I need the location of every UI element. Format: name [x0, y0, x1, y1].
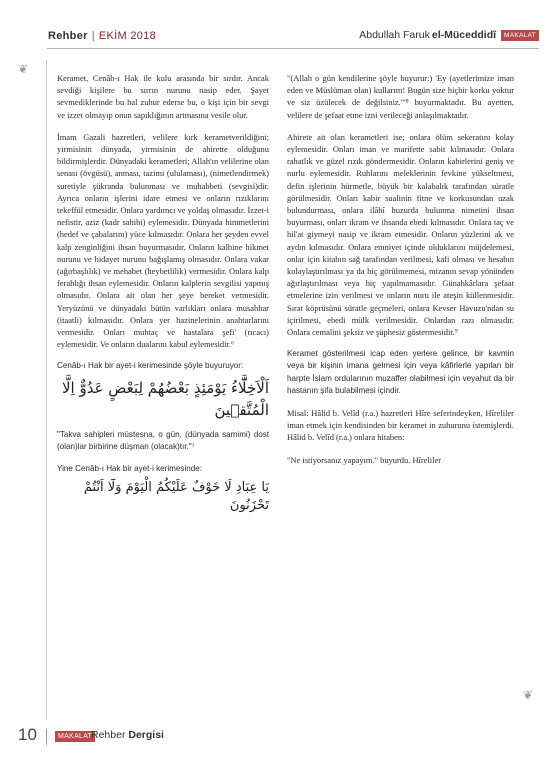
- right-column: [287, 72, 514, 476]
- paragraph: Keramet, Cenâb-ı Hak ile kulu arasında bir sırdır. Ancak sevdiği kişilere bu sırrın nurunu nasip eder. Şayet sevmediklerinde bu hal zuhur ederse bu, o kişi için bir sevgi ve izzet olmayıp onun sapıklığının artmasına vesile olur.: [57, 73, 269, 120]
- header-rule: [47, 48, 539, 49]
- paragraph: Misal: Hâlid b. Velîd (r.a.) hazretleri Hîre seferindeyken, Hîreliler iman etmek için kendisinden bir keramet in zuhurunu istemişlerdi. Hâlid b. Velîd (r.a.) onlara hitaben:: [287, 408, 514, 443]
- author-surname: el-Müceddidî: [431, 29, 497, 41]
- end-ornament-icon: ❦: [523, 688, 534, 702]
- paragraph: İmam Gazali hazretleri, velilere kırk kerametverildiğini; yirmisinin dünyada, yirmisinin de ahirette olduğunu bildirmişlerdir. Dünyadaki kerametleri; Allah'ın velilerine olan senası (övgüsü), anması, tazimi (ululaması), (nimetlendirmek) suretiyle şükranda bulunması ve muhabbeti (sevgisi)dir. Ayrıca onların işlerini idare etmesi ve onların rızıklarını tekeffül etmesidir. Onlara yardımcı ve yoldaş olmasıdır. İzzet-i nefistir, aziz (kadr sahibi) eylemesidir. Dünyada himmetlerini (hedef ve çabalarını) yüce kılmasıdır. Onlara her şeyden evvel kalp zenginliğini ihsan buyurmasıdır. Onların kalbine hikmet nurunu ve hidayet nurunu bağışlamış olmasıdır. Onlara vakar (ağırbaşlılık) ve mehabet (heybetlilik) vermesidir. Onlara kalp ferahlığı ihsan eylemesidir. Onların kalplerin sevgilisi yapmış olmasıdır. Onlara ait olan her şeye bereket vermesidir. Yeryüzünü ve dünyadaki bütün varlıkları onlara musahhar (itaatli) kılmasıdır. Onlara yer hazinelerinin anahtarlarını vermesidir. Onları muhtaç ve hastalara şefi' (rıcacı) eylemesidir. Ve onların dualarını kabul eylemesidir.⁶: [57, 131, 269, 350]
- footer-section-tag: MAKALAT: [55, 731, 95, 742]
- footer-divider: [46, 729, 47, 745]
- magazine-name-bold: Dergisi: [128, 729, 164, 741]
- paragraph: "(Allah o gün kendilerine şöyle buyurur:) 'Ey (ayetlerimize iman eden ve Müslüman olan) kullarım! Bugün size hiçbir korku yoktur ve siz üzülecek de değilsiniz.'"⁸ buyurmaktadır. Bu ayetten, velilere de şefaat etme izni verileceği anlaşılmaktadır.: [287, 73, 514, 120]
- verse-translation: "Takva sahipleri müstesna, o gün, (dünyada samimi) dost (olan)lar birbirine düşman (olacak)tır."⁷: [57, 429, 269, 451]
- corner-ornament-icon: ❦: [18, 62, 29, 76]
- paragraph: Ahirete ait olan kerametleri ise; onlara ölüm sekeratını kolay eylemesidir. Onları iman ve marifette sabit kılmasıdır. Onlara rahatlık ve güzel rızık göndermesidir. Onların kabirlerini geniş ve nurlu eylemesidir. Ruhlarını meleklerinin fevkine yükseltmesi, defin işlerinin hürmetle, büyük bir kalabalık tarafından süratle görülmesidir. Onları kabir sualinin fitne ve korkusundan uzak bulundurması, onlara ilâhî huzurda bulunma nimetini ihsan buyurması, onları ikram ve ihsanda ebedi kılmasıdır. Onlara taç ve hil'at giymeyi nasip ve ikram etmesidir. Onların yüzlerini ak ve aydın kılmasıdır. Onlara emniyet içinde olduklarını müjdelemesi, onlar için kitabın sağ tarafından verilmesi, kafi olması ve hesabın kolaylaştırılması ya da hiç görülmemesi, mizanın sevap yönünden ağırlaştırılması veya hiç yapılmamasıdır. Günahkârlara şefaat etmelerine izin verilmesi ve onların nuru ile ateşin küllenmesidir. Sırat köprüsünü süratle geçmeleri, onlara Kevser Havuzu'ndan su içirilmesi, ebedi mülk verilmesidir. Onlardan razı olmasıdır. Onlara cemalini şeksiz ve şüphesiz göstermesidir.⁹: [287, 131, 514, 338]
- author-name: Abdullah Faruk: [359, 29, 430, 41]
- brand-line: [48, 30, 156, 42]
- page-number: 10: [18, 725, 37, 744]
- margin-rule: [46, 60, 47, 720]
- paragraph: Keramet gösterilmesi icap eden yerlere gelince, bir kavmin veya bir kişinin imana gelmesi için veya kâfirlerle yapılan bir harpte İslam ordularının muzaffer olabilmesi için veyahut da bir hastanın şifa bulabilmesi içindir.: [287, 349, 514, 395]
- header-separator: |: [91, 30, 95, 42]
- brand-name: Rehber: [48, 30, 88, 42]
- section-tag: MAKALAT: [501, 30, 539, 41]
- left-column: [57, 72, 269, 523]
- ayet-intro: Cenâb-ı Hak bir ayet-i kerimesinde şöyle buyuruyor:: [57, 361, 244, 371]
- ayet-intro: Yine Cenâb-ı Hak bir ayet-i kerimesinde:: [57, 464, 202, 474]
- issue-date: EKİM 2018: [98, 30, 156, 42]
- magazine-name: [91, 729, 164, 741]
- arabic-verse: اَلْاَخِلَّٓاءُ يَوْمَئِذٍ بَعْضُهُمْ لِبَعْضٍ عَدُوٌّ اِلَّا الْمُتَّق۪ينَ: [61, 378, 269, 419]
- paragraph: "Ne istiyorsanız yapayım." buyurdu. Hîreliler: [287, 454, 442, 465]
- author-line: [359, 29, 539, 41]
- magazine-name-regular: Rehber: [91, 729, 126, 741]
- arabic-verse: يَا عِبَادِ لَا خَوْفٌ عَلَيْكُمُ الْيَوْمَ وَلَٓا اَنْتُمْ تَحْزَنُونَ: [83, 480, 269, 514]
